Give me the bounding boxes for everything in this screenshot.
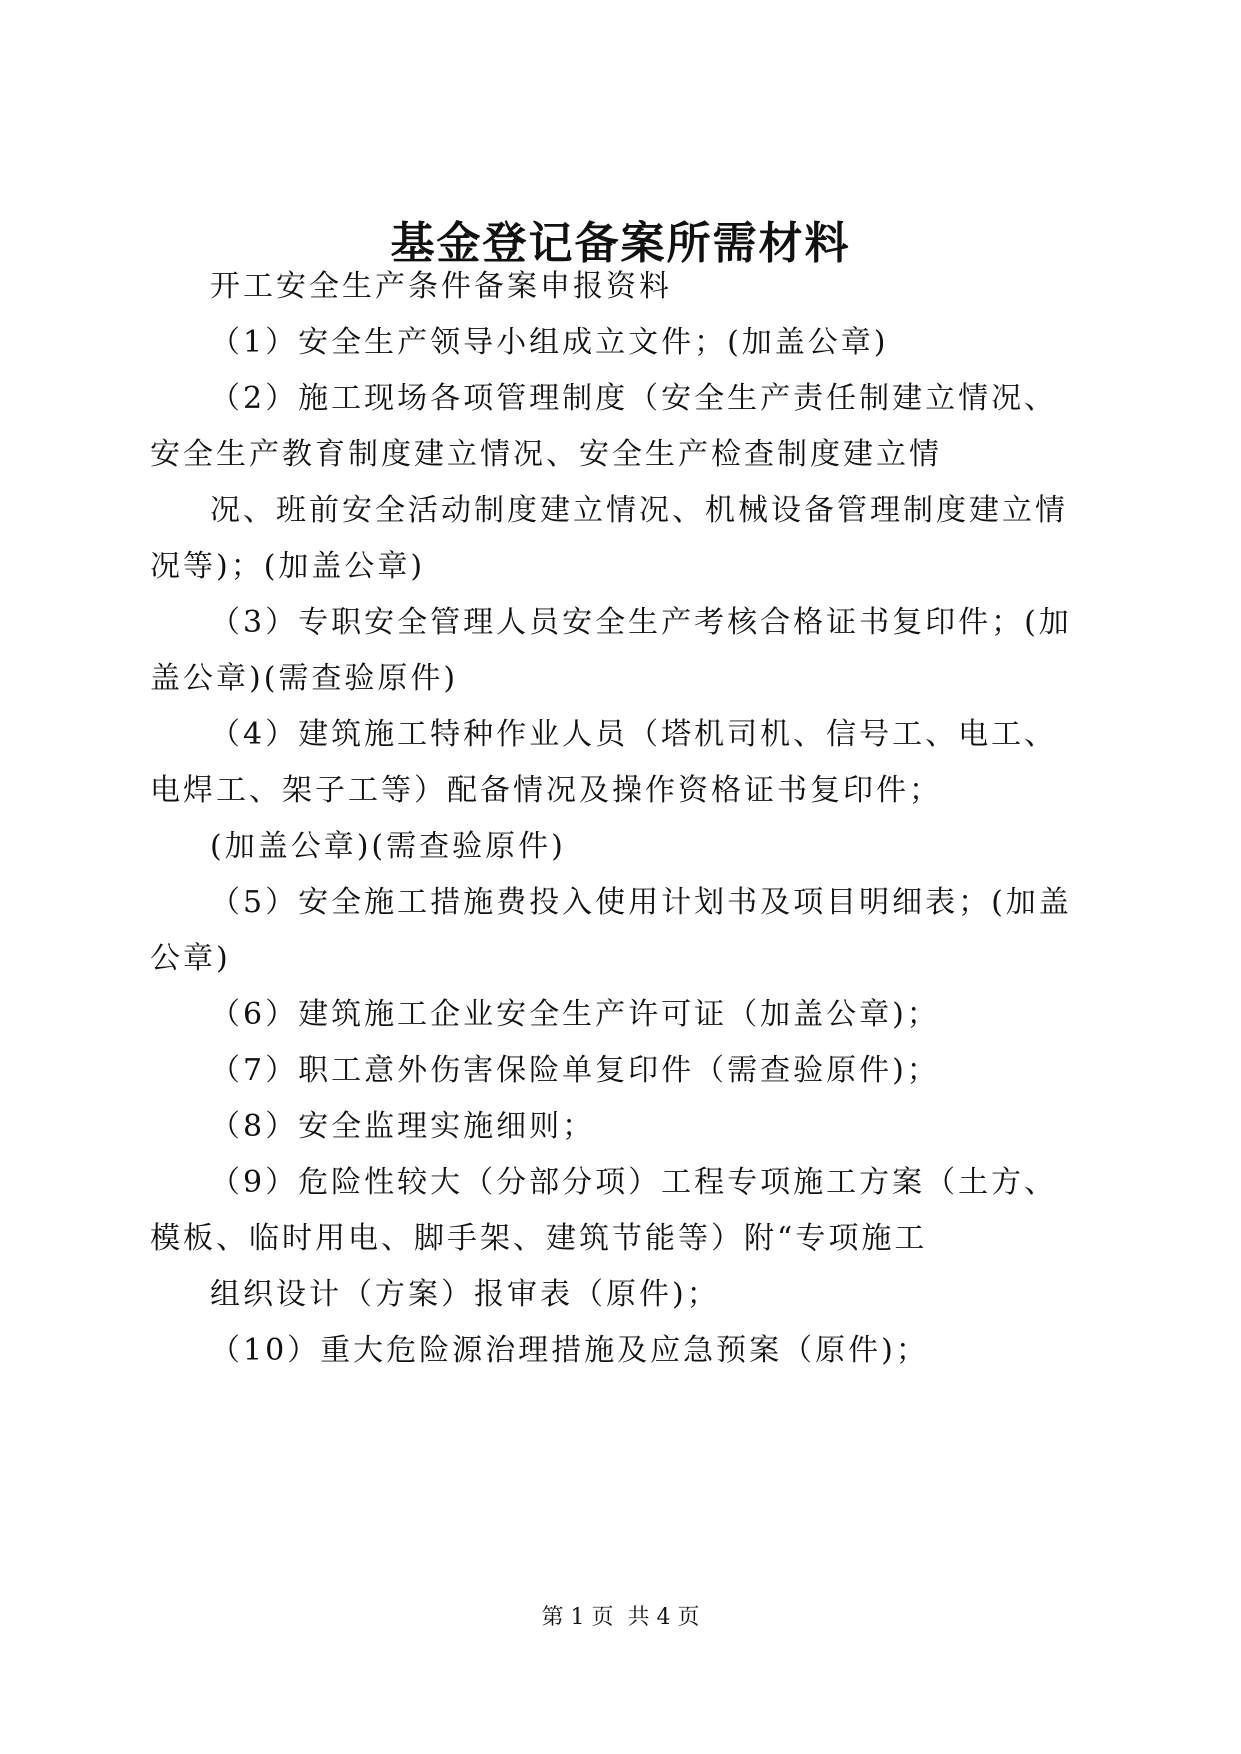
paragraph-line: （5）安全施工措施费投入使用计划书及项目明细表；(加盖 [210, 885, 1072, 920]
paragraph-line: （3）专职安全管理人员安全生产考核合格证书复印件；(加 [210, 605, 1072, 640]
paragraph-line: 况、班前安全活动制度建立情况、机械设备管理制度建立情 [210, 493, 1068, 528]
paragraph-line: (加盖公章)(需查验原件) [210, 829, 566, 864]
paragraph-line: （9）危险性较大（分部分项）工程专项施工方案（土方、 [210, 1165, 1058, 1200]
paragraph-line: 模板、临时用电、脚手架、建筑节能等）附“专项施工 [150, 1221, 928, 1256]
document-title: 基金登记备案所需材料 [390, 218, 851, 269]
paragraph-line: 公章) [150, 941, 231, 976]
paragraph-line: （7）职工意外伤害保险单复印件（需查验原件)； [210, 1053, 940, 1088]
page-number-footer: 第 1 页 共 4 页 [541, 1605, 700, 1630]
paragraph-line: （4）建筑施工特种作业人员（塔机司机、信号工、电工、 [210, 717, 1058, 752]
paragraph-line: 盖公章)(需查验原件) [150, 661, 459, 696]
paragraph-line: （6）建筑施工企业安全生产许可证（加盖公章)； [210, 997, 940, 1032]
paragraph-line: 组织设计（方案）报审表（原件)； [210, 1277, 720, 1312]
paragraph-line: 电焊工、架子工等）配备情况及操作资格证书复印件； [150, 773, 942, 808]
section-heading: 开工安全生产条件备案申报资料 [210, 269, 672, 304]
paragraph-line: （1）安全生产领导小组成立文件；(加盖公章) [210, 325, 889, 360]
paragraph-line: 况等)；(加盖公章) [150, 549, 426, 584]
paragraph-line: （2）施工现场各项管理制度（安全生产责任制建立情况、 [210, 381, 1058, 416]
paragraph-line: 安全生产教育制度建立情况、安全生产检查制度建立情 [150, 437, 942, 472]
paragraph-line: （10）重大危险源治理措施及应急预案（原件)； [210, 1333, 929, 1368]
paragraph-line: （8）安全监理实施细则； [210, 1109, 596, 1144]
